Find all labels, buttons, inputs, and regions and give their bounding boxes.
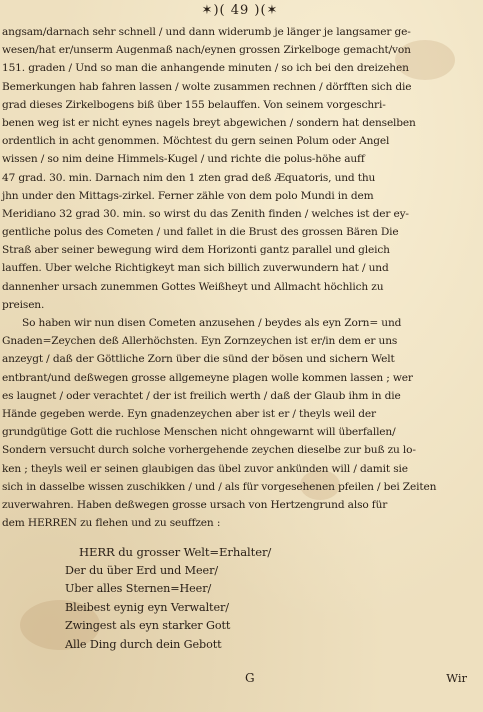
verse-line: Alle Ding durch dein Gebott bbox=[65, 637, 222, 651]
text-line: angsam/darnach sehr schnell / und dann widerumb je länger je langsamer ge- bbox=[2, 26, 411, 38]
text-line: Sondern versucht durch solche vorhergehende zeychen dieselbe zur buß zu lo- bbox=[2, 444, 416, 457]
text-line: dem HERREN zu flehen und zu seuffzen : bbox=[2, 517, 221, 530]
text-line: dannenher ursach zunemmen Gottes Weißheyt und Allmacht höchlich zu bbox=[2, 280, 384, 293]
verse-line: Uber alles Sternen=Heer/ bbox=[65, 582, 212, 595]
prayer-verse bbox=[0, 543, 483, 654]
text-line: zuverwahren. Haben deßwegen grosse ursach von Hertzengrund also für bbox=[2, 498, 388, 511]
text-line: sich in dasselbe wissen zuschikken / und / als für vorgesehenen pfeilen / bei Zeiten bbox=[2, 480, 437, 493]
text-line: Straß aber seiner bewegung wird dem Horizonti gantz parallel und gleich bbox=[2, 244, 390, 257]
text-line: grad dieses Zirkelbogens biß über 155 belauffen. Von seinem vorgeschri- bbox=[2, 98, 386, 111]
text-line: jhn under den Mittags-zirkel. Ferner zähle von dem polo Mundi in dem bbox=[2, 189, 374, 202]
page-footer bbox=[0, 671, 483, 691]
verse-line: Der du über Erd und Meer/ bbox=[65, 563, 218, 577]
text-line: 47 grad. 30. min. Darnach nim den 1 zten grad deß Æquatoris, und thu bbox=[2, 171, 376, 184]
catchword: Wir bbox=[446, 671, 467, 685]
verse-line: Bleibest eynig eyn Verwalter/ bbox=[65, 600, 229, 614]
text-line: ken ; theyls weil er seinen glaubigen das übel zuvor ankünden will / damit sie bbox=[2, 462, 408, 475]
signature-mark: G bbox=[245, 671, 255, 685]
text-line: lauffen. Uber welche Richtigkeyt man sich billich zuverwundern hat / und bbox=[2, 262, 389, 275]
text-line: 151. graden / Und so man die anhangende minuten / so ich bei den dreizehen bbox=[2, 62, 409, 75]
text-line: gentliche polus des Cometen / und fallet in die Brust des grossen Bären Die bbox=[2, 226, 399, 239]
text-line: Hände gegeben werde. Eyn gnadenzeychen aber ist er / theyls weil der bbox=[2, 407, 376, 420]
text-line: ordentlich in acht genommen. Möchtest du gern seinen Polum oder Angel bbox=[2, 135, 390, 148]
text-line: Meridiano 32 grad 30. min. so wirst du das Zenith finden / welches ist der ey- bbox=[2, 207, 409, 220]
paragraph-start-line: So haben wir nun disen Cometen anzusehen / beydes als eyn Zorn= und bbox=[22, 317, 402, 329]
page-number: ✶)( 49 )(✶ bbox=[201, 3, 279, 18]
text-line: Gnaden=Zeychen deß Allerhöchsten. Eyn Zornzeychen ist er/in dem er uns bbox=[2, 335, 398, 348]
text-line: preisen. bbox=[2, 298, 45, 311]
text-line: wesen/hat er/unserm Augenmaß nach/eynen grossen Zirkelboge gemacht/von bbox=[2, 44, 411, 57]
text-line: anzeygt / daß der Göttliche Zorn über die sünd der bösen und sichern Welt bbox=[2, 353, 395, 366]
text-line: wissen / so nim deine Himmels-Kugel / und richte die polus-höhe auff bbox=[2, 153, 365, 166]
text-line: Bemerkungen hab fahren lassen / wolte zusammen rechnen / dörfften sich die bbox=[2, 80, 412, 93]
verse-line: HERR du grosser Welt=Erhalter/ bbox=[79, 545, 272, 559]
text-line: entbrant/und deßwegen grosse allgemeyne plagen wolle kommen lassen ; wer bbox=[2, 371, 413, 384]
text-line: benen weg ist er nicht eynes nagels breyt abgewichen / sondern hat denselben bbox=[2, 116, 416, 129]
verse-line: Zwingest als eyn starker Gott bbox=[65, 619, 231, 632]
text-line: grundgütige Gott die ruchlose Menschen nicht ohngewarnt will überfallen/ bbox=[2, 426, 396, 439]
body-text bbox=[0, 23, 483, 532]
text-line: es laugnet / oder verachtet / der ist freilich werth / daß der Glaub ihm in die bbox=[2, 389, 401, 402]
